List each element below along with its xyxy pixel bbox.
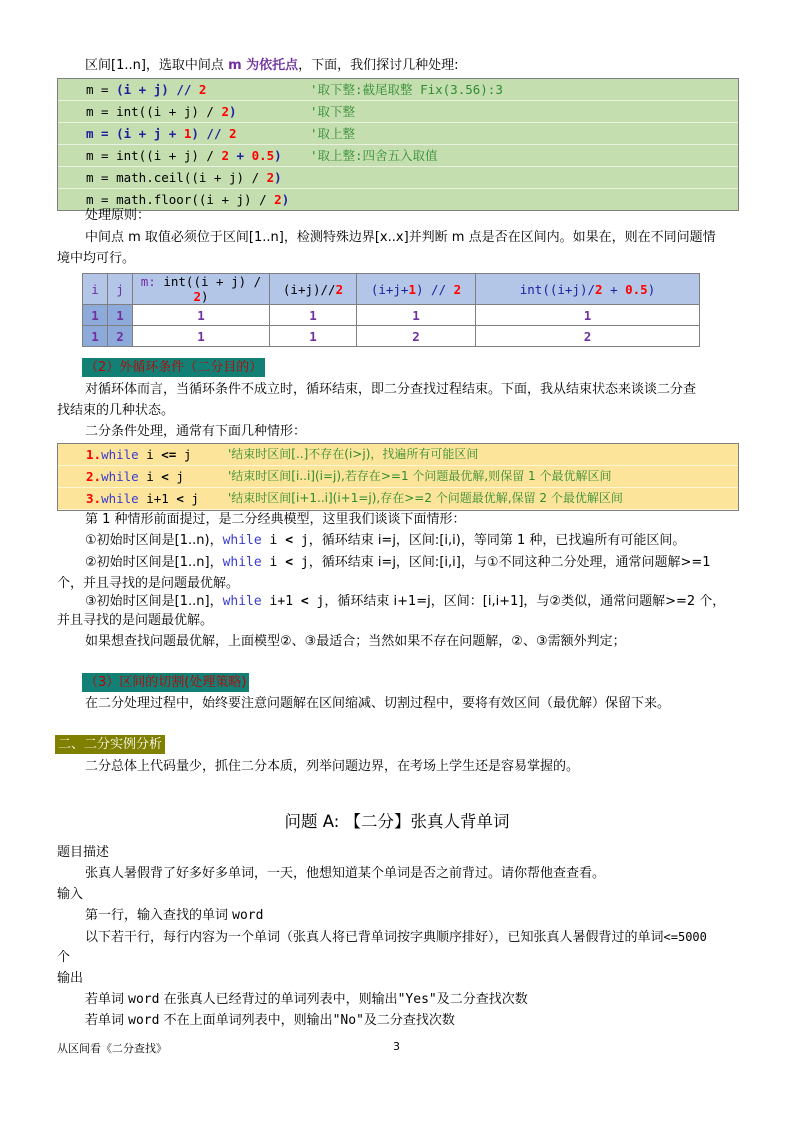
table-header-cell (108, 274, 133, 305)
loop-token-kw: while (101, 491, 139, 506)
code-token: m = int((i + j) / (86, 148, 222, 163)
output-label: 输出 (57, 971, 84, 986)
code-token: m = math.floor((i + j) / (86, 192, 275, 207)
loop-condition-comment: '结束时区间[i..i](i=j),若存在>=1 个问题最优解,则保留 1 个最优解区间 (228, 469, 612, 483)
code-token: 2 (191, 82, 207, 97)
table-cell: 1 (270, 326, 357, 347)
loop-condition-code (86, 444, 191, 465)
principle-text-1: 中间点 m 取值必须位于区间[1..n]，检测特殊边界[x..x]并判断 m 点是否在区间内。如果在，则在不同问题情 (85, 230, 716, 245)
loop-token-num: 3. (86, 491, 102, 506)
table-cell: 1 (83, 305, 108, 326)
header-token: (i+j)// (282, 281, 336, 297)
output-line-2-post: 及二分查找次数 (363, 1013, 455, 1028)
table-header-cell (476, 274, 700, 305)
section-heading-outer-loop: （2）外循环条件（二分目的） (82, 358, 265, 377)
header-token: (i+j+ (370, 281, 409, 297)
header-token: int((i+j)/ (519, 281, 596, 297)
input-line-3: 个 (57, 950, 71, 965)
code-line (58, 79, 738, 101)
table-row (83, 326, 700, 347)
header-token: 2 (335, 281, 344, 297)
input-line-1-code: word (232, 908, 264, 923)
section3-para: 在二分处理过程中，始终要注意问题解在区间缩减、切割过程中，要将有效区间（最优解）保留下来。 (85, 696, 671, 711)
case-3-tail: j (308, 594, 325, 609)
case-1-keyword: while (222, 533, 262, 548)
code-text (86, 167, 282, 188)
table-cell: 2 (357, 326, 476, 347)
input-line-2-code: <=5000 (663, 930, 707, 944)
code-token: m = (86, 82, 117, 97)
loop-token-kw: while (101, 469, 139, 484)
case-3 (57, 592, 744, 612)
table-header-cell (133, 274, 270, 305)
loop-token-kw: while (101, 447, 139, 462)
case-2-tail: j (293, 555, 309, 570)
header-token: i (91, 281, 99, 297)
loop-condition-comment: '结束时区间[i+1..i](i+1=j),存在>=2 个问题最优解,保留 2 个最优解区间 (228, 491, 623, 505)
code-line (58, 101, 738, 123)
section-heading-interval-cut: （3）区间的切割(处理策略) (82, 673, 249, 692)
header-token: 2 (453, 281, 462, 297)
input-line-1 (57, 906, 744, 926)
code-token: m = int((i + j) / (86, 104, 222, 119)
table-row (83, 305, 700, 326)
output-line-2 (57, 1011, 744, 1031)
output-line-1-mid: 在张真人已经背过的单词列表中，则输出 (159, 992, 398, 1007)
midpoint-table (82, 273, 700, 347)
header-token: j (116, 281, 124, 297)
case-2 (57, 553, 744, 573)
header-token: m: (140, 274, 164, 289)
desc-text: 张真人暑假背了好多好多单词，一天，他想知道某个单词是否之前背过。请你帮他查查看。 (85, 866, 606, 881)
code-text (86, 101, 237, 122)
input-line-2-text: 以下若干行，每行内容为一个单词（张真人将已背单词按字典顺序排好），已知张真人暑假背过的单词 (85, 930, 664, 945)
header-token: int((i + j) / (163, 274, 262, 289)
input-label: 输入 (57, 887, 84, 902)
footer-page-number: 3 (393, 1040, 400, 1053)
code-comment: '取上整:四舍五入取值 (310, 148, 438, 163)
intro-text: 区间[1..n]，选取中间点 (85, 58, 229, 73)
table-cell: 1 (133, 305, 270, 326)
output-line-1-pre: 若单词 (85, 992, 129, 1007)
code-token: (i + j) // (116, 82, 192, 97)
header-token: ) (647, 281, 656, 297)
case-2-post: ，循环结束 i=j，区间:[i,i]，与①不同这种二分处理，通常问题解>=1 (308, 555, 711, 570)
code-line (58, 145, 738, 167)
loop-token-op: < (161, 469, 169, 484)
intro-text-suffix: ，下面，我们探讨几种处理: (298, 58, 459, 73)
code-token: 2 (266, 170, 275, 185)
input-line-1-text: 第一行，输入查找的单词 (85, 908, 233, 923)
output-line-1-quote: "Yes" (397, 992, 437, 1007)
loop-token-rest: i (138, 447, 162, 462)
loop-token-tail: j (168, 469, 184, 484)
cases-conclusion: 如果想查找问题最优解，上面模型②、③最适合；当然如果不存在问题解，②、③需额外判定； (85, 634, 626, 649)
intro-highlight: m 为依托点 (228, 58, 299, 73)
output-line-1-code: word (128, 992, 160, 1007)
section-b-para: 二分总体上代码量少，抓住二分本质，列举问题边界，在考场上学生还是容易掌握的。 (85, 759, 580, 774)
header-token: ) (201, 289, 209, 304)
table-cell: 1 (108, 305, 133, 326)
output-line-2-quote: "No" (332, 1013, 364, 1028)
code-token: 2 (229, 126, 237, 141)
loop-token-num: 1. (86, 447, 102, 462)
code-text (86, 123, 237, 144)
case-3-op: < (300, 594, 309, 609)
code-block-midpoint (57, 78, 739, 211)
code-token: ) (274, 148, 282, 163)
output-line-1-post: 及二分查找次数 (436, 992, 528, 1007)
loop-condition-code (86, 466, 184, 487)
code-token: m = (i + j + (86, 126, 184, 141)
code-comment: '取下整 (310, 104, 356, 119)
case-2-line2: 个，并且寻找的是问题最优解。 (57, 576, 240, 591)
case-3-keyword: while (222, 594, 262, 609)
input-line-2 (57, 927, 744, 947)
loop-condition-code (86, 488, 199, 509)
table-cell: 1 (357, 305, 476, 326)
code-token: 2 (274, 192, 282, 207)
intro-line (57, 56, 744, 76)
code-line (58, 167, 738, 189)
code-token: + (229, 148, 252, 163)
header-token: + (602, 281, 626, 297)
section2-para2: 二分条件处理，通常有下面几种情形： (85, 424, 307, 439)
header-token: 1 (408, 281, 416, 297)
output-line-2-mid: 不在上面单词列表中，则输出 (159, 1013, 333, 1028)
loop-token-op: <= (161, 447, 177, 462)
code-token: 1 (183, 126, 192, 141)
code-token: ) (274, 170, 282, 185)
footer-doc-title: 从区间看《二分查找》 (57, 1042, 167, 1055)
case-2-keyword: while (222, 555, 262, 570)
problem-title: 问题 A: 【二分】张真人背单词 (284, 812, 510, 831)
case-1-op: < (285, 533, 294, 548)
code-token: ) // (191, 126, 230, 141)
loop-condition-line (58, 444, 738, 466)
output-line-1 (57, 990, 744, 1010)
code-line (58, 123, 738, 145)
section2-para1-line1: 对循环体而言，当循环条件不成立时，循环结束，即二分查找过程结束。下面，我从结束状态来谈谈二分查 (85, 382, 697, 397)
table-header-cell (270, 274, 357, 305)
loop-condition-line (58, 466, 738, 488)
output-line-2-code: word (128, 1013, 160, 1028)
table-cell: 2 (108, 326, 133, 347)
case-1 (57, 531, 744, 551)
table-cell: 1 (476, 305, 700, 326)
case-3-pre: ③初始时区间是[1..n]， (85, 594, 223, 609)
code-token: ) (229, 104, 237, 119)
cases-intro: 第 1 种情形前面提过，是二分经典模型，这里我们谈谈下面情形： (85, 512, 466, 527)
case-2-op: < (285, 555, 294, 570)
code-comment: '取下整:截尾取整 Fix(3.56):3 (310, 82, 503, 97)
case-1-post: ，循环结束 i=j，区间:[i,i)，等同第 1 种，已找遍所有可能区间。 (308, 533, 686, 548)
code-token: 2 (221, 104, 229, 119)
header-token: 0.5 (625, 281, 648, 297)
loop-token-rest: i+1 (138, 491, 177, 506)
case-3-code: i+1 (261, 594, 301, 609)
table-cell: 1 (133, 326, 270, 347)
case-3-line2: 并且寻找的是问题最优解。 (57, 613, 214, 628)
code-token: m = math.ceil((i + j) / (86, 170, 267, 185)
principle-text-2: 境中均可行。 (57, 251, 136, 266)
desc-label: 题目描述 (57, 845, 110, 860)
case-1-pre: ①初始时区间是[1..n)， (85, 533, 223, 548)
case-1-tail: j (293, 533, 309, 548)
code-text (86, 79, 206, 100)
section-heading-examples: 二、二分实例分析 (55, 735, 165, 754)
code-token: 0.5 (251, 148, 275, 163)
code-comment: '取上整 (310, 126, 356, 141)
code-token: 2 (221, 148, 229, 163)
code-token: ) (281, 192, 290, 207)
principle-heading: 处理原则： (85, 208, 151, 223)
case-2-code: i (261, 555, 286, 570)
loop-condition-comment: '结束时区间[..]不存在(i>j)，找遍所有可能区间 (228, 447, 479, 461)
loop-token-op: < (176, 491, 184, 506)
table-cell: 1 (270, 305, 357, 326)
header-token: ) // (416, 281, 454, 297)
loop-token-tail: j (183, 491, 199, 506)
case-3-post: ，循环结束 i+1=j，区间：[i,i+1]，与②类似，通常问题解>=2 个， (324, 594, 726, 609)
header-token: 2 (193, 289, 201, 304)
header-token: 2 (595, 281, 603, 297)
table-header-cell (83, 274, 108, 305)
table-header-cell (357, 274, 476, 305)
loop-token-tail: j (176, 447, 192, 462)
loop-condition-line (58, 488, 738, 510)
loop-token-rest: i (138, 469, 162, 484)
output-line-2-pre: 若单词 (85, 1013, 129, 1028)
loop-token-num: 2. (86, 469, 102, 484)
case-1-code: i (261, 533, 286, 548)
table-header-row (83, 274, 700, 305)
case-2-pre: ②初始时区间是[1..n]， (85, 555, 223, 570)
table-cell: 1 (83, 326, 108, 347)
table-cell: 2 (476, 326, 700, 347)
code-text (86, 145, 282, 166)
code-block-loop-conditions (57, 443, 739, 511)
section2-para1-line2: 找结束的几种状态。 (57, 403, 175, 418)
